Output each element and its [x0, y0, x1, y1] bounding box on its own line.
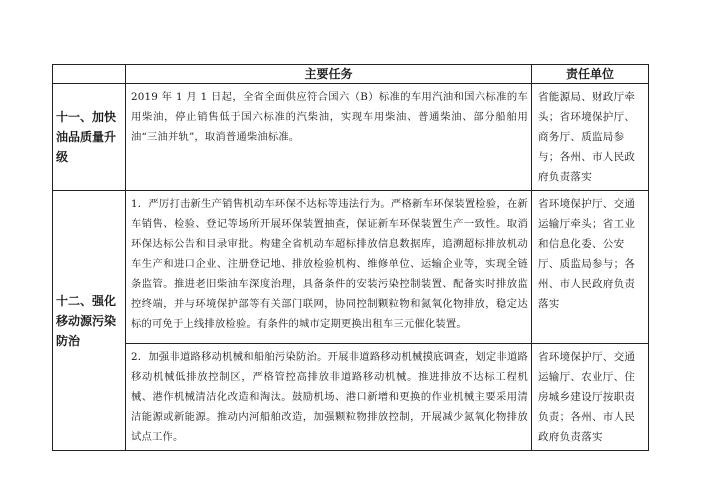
- table-row: [53, 191, 649, 344]
- task-table: [52, 64, 649, 451]
- category-cell: 十一、加快油品质量升级: [53, 84, 126, 191]
- header-unit: 责任单位: [532, 65, 649, 84]
- unit-cell: 省环境保护厅、交通运输厅、农业厅、住房城乡建设厅按职责负责；各州、市人民政府负责落实: [532, 344, 649, 451]
- header-blank-cell: [53, 65, 126, 84]
- category-cell: 十二、强化移动源污染防治: [53, 191, 126, 451]
- table-row: [53, 344, 649, 451]
- table-header-row: [53, 65, 649, 84]
- unit-cell: 省能源局、财政厅牵头；省环境保护厅、商务厅、质监局参与；各州、市人民政府负责落实: [532, 84, 649, 191]
- header-task: 主要任务: [126, 65, 532, 84]
- table-row: [53, 84, 649, 191]
- task-cell: 2019 年 1 月 1 日起，全省全面供应符合国六（B）标准的车用汽油和国六标准的车用柴油，停止销售低于国六标准的汽柴油，实现车用柴油、普通柴油、部分船舶用油“三油并轨”，取消普通柴油标准。: [126, 84, 532, 191]
- task-cell: 2．加强非道路移动机械和船舶污染防治。开展非道路移动机械摸底调查，划定非道路移动机械低排放控制区，严格管控高排放非道路移动机械。推进排放不达标工程机械、港作机械清洁化改造和淘汰。鼓励机场、港口新增和更换的作业机械主要采用清洁能源或新能源。推动内河船舶改造，加强颗粒物排放控制，开展减少氮氧化物排放试点工作。: [126, 344, 532, 451]
- task-cell: 1．严厉打击新生产销售机动车环保不达标等违法行为。严格新车环保装置检验，在新车销售、检验、登记等场所开展环保装置抽查，保证新车环保装置生产一致性。取消环保达标公告和目录审批。构建全省机动车超标排放信息数据库，追溯超标排放机动车生产和进口企业、注册登记地、排放检验机构、维修单位、运输企业等，实现全链条监管。推进老旧柴油车深度治理，具备条件的安装污染控制装置、配备实时排放监控终端，并与环境保护部等有关部门联网，协同控制颗粒物和氮氧化物排放，稳定达标的可免于上线排放检验。有条件的城市定期更换出租车三元催化装置。: [126, 191, 532, 344]
- unit-cell: 省环境保护厅、交通运输厅牵头；省工业和信息化委、公安厅、质监局参与；各州、市人民政府负责落实: [532, 191, 649, 344]
